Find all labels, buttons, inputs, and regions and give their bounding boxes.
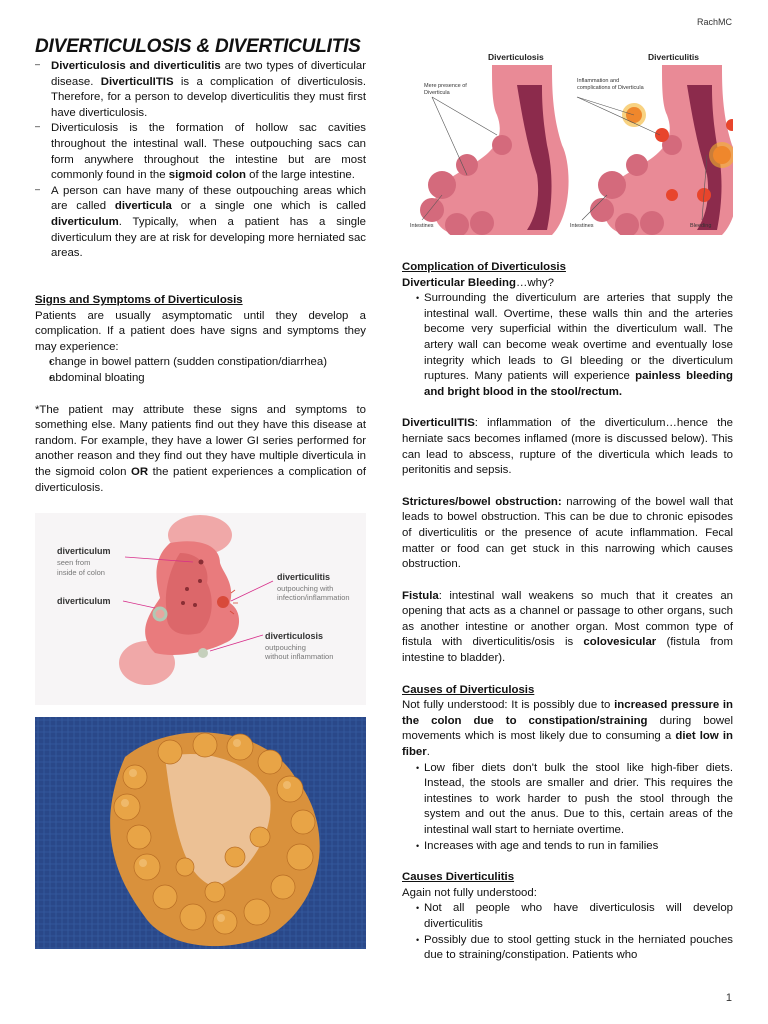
specimen-image [35, 717, 366, 949]
causes-osis-item: • Low fiber diets don't bulk the stool like high-fiber diets. Instead, the stools are smaller and drier. This requires the intestines to work harder to push the stool through the system and out the anus. Due to this, certain areas of the intestinal wall start to herniate overtime. [402, 761, 733, 839]
intestines-comparison [402, 45, 733, 235]
causes-osis-text: Not fully understood: It is possibly due to increased pressure in the colon due to constipation/straining during bowel movements which is most likely due to consuming a diet low in fiber. [402, 699, 733, 759]
annotation-bleeding: Bleeding [690, 223, 712, 229]
signs-heading: Signs and Symptoms of Diverticulosis [35, 294, 243, 306]
label-diverticulosis: Diverticulosis [488, 52, 544, 62]
author-name: RachMC [696, 17, 732, 27]
strictures-paragraph: Strictures/bowel obstruction: narrowing of the bowel wall that leads to bowel obstruction. This can be due to chronic episodes of diverticulitis or the presence of acute inflammation. Fecal matter or food can get stuck in this narrowing which causes obstruction. [402, 495, 733, 571]
causes-itis-item: • Not all people who have diverticulosis will develop diverticulitis [402, 901, 733, 932]
label-diverticulosis: diverticulosis [265, 631, 324, 641]
label-sub: inside of colon [57, 568, 105, 577]
causes-itis-list [402, 901, 733, 963]
specimen-photo [35, 717, 366, 949]
signs-list [35, 355, 366, 386]
causes-osis-item: • Increases with age and tends to run in families [402, 839, 733, 855]
annotation-presence: Mere presence of Diverticula [424, 83, 467, 96]
label-diverticulitis: diverticulitis [277, 572, 331, 582]
page-number: 1 [725, 992, 732, 1004]
label-sub: seen from [57, 558, 91, 567]
bleeding-title: Diverticular Bleeding…why? [402, 276, 554, 289]
complication-section [402, 260, 733, 964]
annotation-intestines-left: Intestines [410, 223, 434, 229]
causes-itis-intro: Again not fully understood: [402, 886, 537, 899]
diverticulitis-paragraph: DiverticulITIS: inflammation of the diverticulum…hence the herniate sacs becomes inflamed (more is discussed below). This can lead to abscess, rupture of the diverticula which leads to peritonitis and sepsis. [402, 417, 733, 477]
label-sub: without inflammation [265, 652, 334, 661]
fistula-paragraph: Fistula: intestinal wall weakens so much that it creates an opening that acts as a channel or passage to other organs, such as another intestine or another organ. Most common type of fistula with diverticulitis/osis is colovesicular (fistula from intestine to bladder). [402, 589, 733, 665]
intro-item-3: – A person can have many of these outpouching areas which are called diverticula or a single one which is called diverticulum. Typically, when a patient has a single diverticulum they are at risk for developing more herniated sac areas. [35, 184, 366, 262]
intro-item-1: – Diverticulosis and diverticulitis are two types of diverticular disease. DiverticulITIS is a complication of diverticulosis. Therefore, for a person to develop diverticulitis they must first have diverticulosis. [35, 59, 366, 121]
diverticula-diagram [35, 513, 366, 705]
bleeding-list [402, 291, 733, 400]
causes-osis-heading: Causes of Diverticulosis [402, 683, 535, 696]
signs-intro: Patients are usually asymptomatic until they develop a complication. If a patient does have signs and symptoms they may experience: [35, 309, 366, 353]
label-diverticulum-inside: diverticulum [57, 546, 111, 556]
signs-section [35, 293, 366, 496]
signs-note: *The patient may attribute these signs and symptoms to something else. Many patients find out they have this disease at random. For example, they have a lower GI series performed for another reason and they find out they have multiple diverticula in the sigmoid colon OR the patient experiences a complication of diverticulosis. [35, 403, 366, 494]
intro-item-2: – Diverticulosis is the formation of hollow sac cavities throughout the intestinal wall. These outpouching sacs can form anywhere throughout the intestine but are most commonly found in the sigmoid colon of the large intestine. [35, 121, 366, 183]
causes-osis-list [402, 761, 733, 855]
colon-illustration [35, 513, 366, 705]
bleeding-item: • Surrounding the diverticulum are arteries that supply the intestinal wall. Overtime, these walls thin and the arteries become very superficial within the diverticulum wall. The artery wall can become weak overtime and eventually lose integrity which leads to GI bleeding or the diverticulum ruptures. Many patients will experience painless bleeding and bright blood in the stool/rectum. [402, 291, 733, 400]
diverticulosis-vs-diverticulitis-figure [402, 45, 733, 235]
intro-list [35, 59, 366, 262]
annotation-inflammation: Inflammation and complications of Diverticula [577, 78, 644, 91]
annotation-intestines-right: Intestines [570, 223, 594, 229]
page-title: DIVERTICULOSIS & DIVERTICULITIS [35, 36, 361, 57]
label-diverticulum-out: diverticulum [57, 596, 111, 606]
causes-itis-heading: Causes Diverticulitis [402, 871, 515, 884]
complication-heading: Complication of Diverticulosis [402, 261, 566, 273]
causes-itis-item: • Possibly due to stool getting stuck in the herniated pouches due to straining/constipation. Patients who [402, 933, 733, 964]
signs-item: • change in bowel pattern (sudden constipation/diarrhea) [35, 355, 366, 371]
label-sub: outpouching [265, 643, 306, 652]
label-sub: infection/inflammation [277, 593, 350, 602]
label-diverticulitis: Diverticulitis [648, 52, 700, 62]
label-sub: outpouching with [277, 584, 334, 593]
signs-item: • abdominal bloating [35, 371, 366, 387]
